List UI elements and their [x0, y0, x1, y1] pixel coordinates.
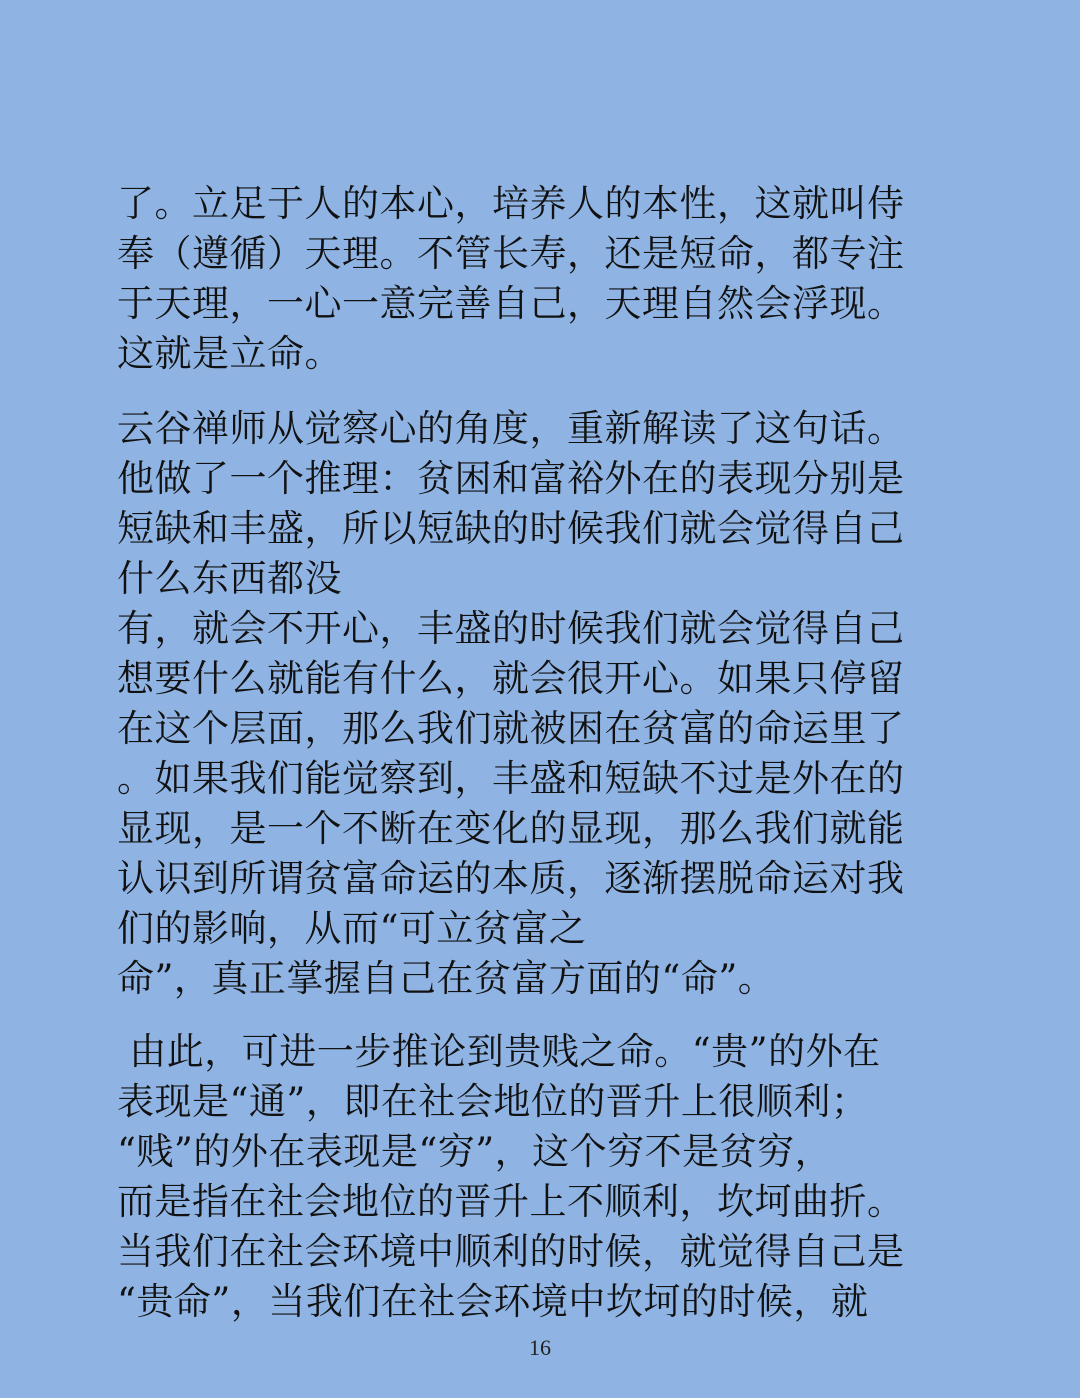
page-number: 16: [529, 1335, 551, 1360]
text-line: 他做了一个推理：贫困和富裕外在的表现分别是: [117, 457, 905, 500]
text-line: 命”，真正掌握自己在贫富方面的“命”。: [117, 957, 776, 1000]
text-line: 了。立足于人的本心，培养人的本性，这就叫侍: [117, 182, 905, 225]
text-line: 们的影响，从而“可立贫富之: [117, 907, 587, 950]
paragraph-3: [117, 1027, 905, 1327]
paragraph-1: [117, 179, 905, 379]
text-line: 而是指在社会地位的晋升上不顺利，坎坷曲折。: [117, 1180, 905, 1223]
text-line: 短缺和丰盛，所以短缺的时候我们就会觉得自己: [117, 507, 905, 550]
text-line: 表现是“通”，即在社会地位的晋升上很顺利；: [117, 1080, 869, 1123]
paragraph-2: [117, 404, 905, 1004]
text-line: 这就是立命。: [117, 332, 342, 375]
text-line: 有，就会不开心，丰盛的时候我们就会觉得自己: [117, 607, 905, 650]
text-line: “贵命”，当我们在社会环境中坎坷的时候，就: [117, 1280, 869, 1323]
text-line: 由此，可进一步推论到贵贱之命。“贵”的外在: [117, 1030, 881, 1073]
text-line: 显现，是一个不断在变化的显现，那么我们就能: [117, 807, 905, 850]
text-line: 认识到所谓贫富命运的本质，逐渐摆脱命运对我: [117, 857, 905, 900]
text-line: 当我们在社会环境中顺利的时候，就觉得自己是: [117, 1230, 905, 1273]
text-line: 在这个层面，那么我们就被困在贫富的命运里了: [117, 707, 905, 750]
text-line: “贱”的外在表现是“穷”，这个穷不是贫穷，: [117, 1130, 833, 1173]
text-line: 于天理，一心一意完善自己，天理自然会浮现。: [117, 282, 905, 325]
text-line: 。如果我们能觉察到，丰盛和短缺不过是外在的: [117, 757, 905, 800]
text-line: 云谷禅师从觉察心的角度，重新解读了这句话。: [117, 407, 905, 450]
text-line: 想要什么就能有什么，就会很开心。如果只停留: [117, 657, 905, 700]
text-line: 什么东西都没: [117, 557, 342, 600]
text-line: 奉（遵循）天理。不管长寿，还是短命，都专注: [117, 232, 905, 275]
